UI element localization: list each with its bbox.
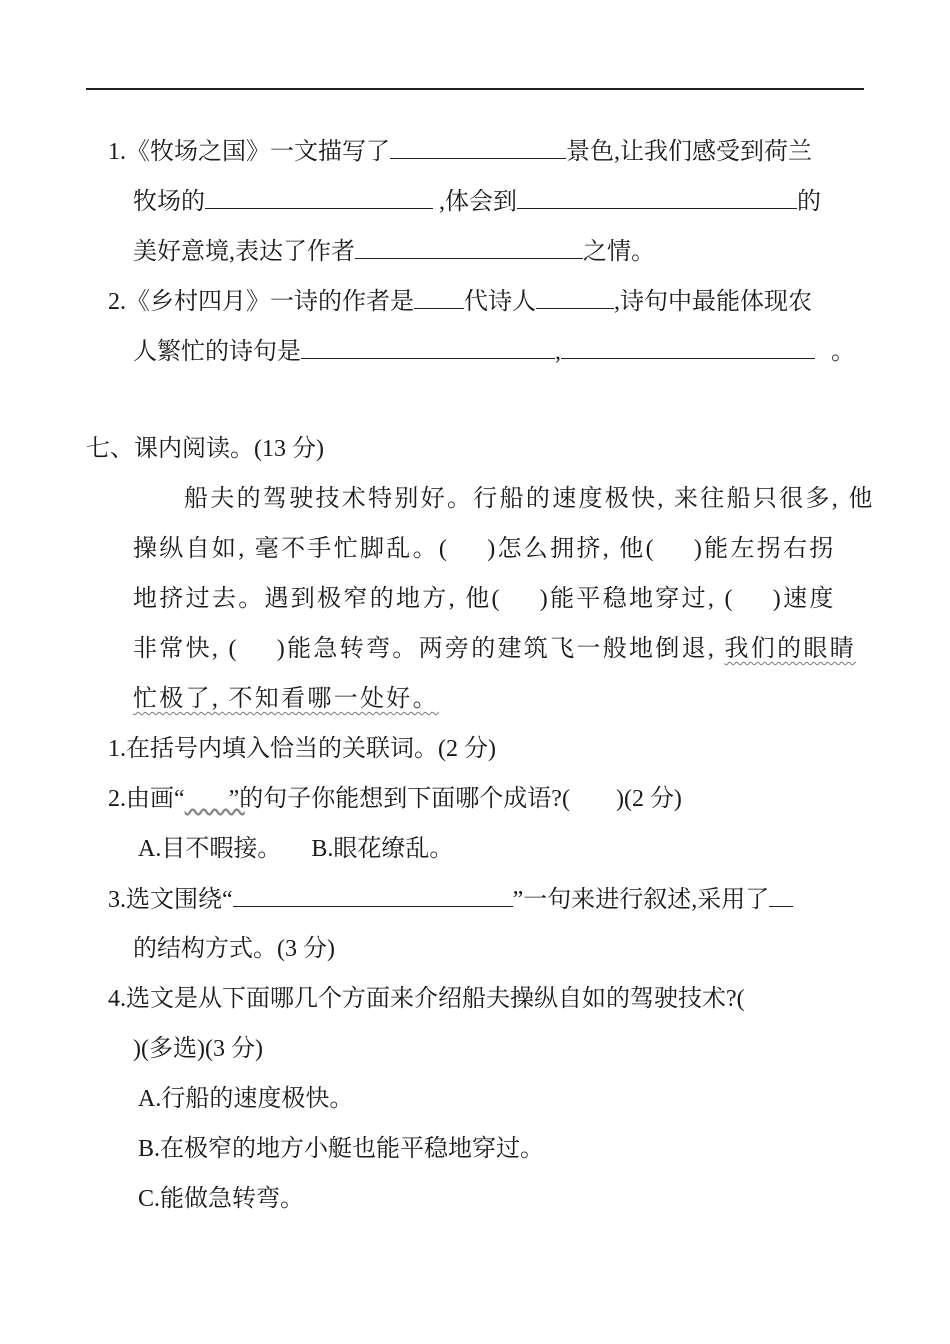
passage-text: )怎么拥挤, 他( bbox=[487, 536, 656, 562]
q6-2-text-b: 代诗人 bbox=[464, 289, 536, 315]
q6-2-line-2 bbox=[133, 336, 855, 367]
wavy-line-sample: ​ bbox=[184, 786, 245, 812]
q6-2-text-f: 。 bbox=[831, 339, 855, 365]
q6-2-text-e: , bbox=[555, 339, 561, 365]
answer-blank[interactable] bbox=[517, 186, 797, 209]
q6-2-text-a: 2.《乡村四月》一诗的作者是 bbox=[108, 289, 414, 315]
option-b[interactable]: B.眼花缭乱。 bbox=[311, 836, 454, 862]
q7-1: 1.在括号内填入恰当的关联词。(2 分) bbox=[108, 736, 496, 762]
q6-1-text-c: 牧场的 bbox=[133, 189, 205, 215]
passage-text: )能平稳地穿过, ( bbox=[539, 586, 735, 612]
answer-blank[interactable] bbox=[414, 286, 464, 309]
q6-1-text-g: 之情。 bbox=[583, 239, 655, 265]
passage-text: 非常快, ( bbox=[133, 636, 239, 662]
passage-line-1 bbox=[184, 484, 875, 514]
q6-1-text-f: 美好意境,表达了作者 bbox=[133, 239, 355, 265]
top-rule bbox=[86, 88, 864, 90]
wavy-underlined-sentence: 忙极了, 不知看哪一处好。 bbox=[133, 686, 439, 712]
q6-1-line-1 bbox=[108, 136, 812, 167]
section-7-heading: 七、课内阅读。(13 分) bbox=[86, 436, 324, 462]
answer-blank[interactable] bbox=[561, 336, 815, 359]
q6-2-text-d: 人繁忙的诗句是 bbox=[133, 339, 301, 365]
passage-line-5 bbox=[133, 684, 439, 714]
option-a[interactable]: A.目不暇接。 bbox=[138, 836, 282, 862]
passage-text: 操纵自如, 毫不手忙脚乱。( bbox=[133, 536, 450, 562]
q6-1-line-2 bbox=[133, 186, 821, 217]
answer-blank[interactable] bbox=[390, 136, 566, 159]
answer-blank[interactable] bbox=[355, 236, 583, 259]
q6-2-line-1 bbox=[108, 286, 812, 317]
passage-line-4 bbox=[133, 634, 856, 664]
answer-blank[interactable] bbox=[301, 336, 555, 359]
q7-4-line-2: )(多选)(3 分) bbox=[133, 1036, 263, 1062]
q7-4-option-b[interactable]: B.在极窄的地方小艇也能平稳地穿过。 bbox=[138, 1136, 545, 1162]
q7-2-text-a: 2.由画“ bbox=[108, 786, 185, 812]
q7-3-text-b: ”一句来进行叙述,采用了 bbox=[512, 887, 770, 913]
passage-text: )能急转弯。两旁的建筑飞一般地倒退, bbox=[276, 636, 725, 662]
answer-blank[interactable] bbox=[233, 884, 513, 907]
q7-2-text-b: ”的句子你能想到下面哪个成语?( bbox=[228, 786, 570, 812]
q7-4-option-c[interactable]: C.能做急转弯。 bbox=[138, 1186, 305, 1212]
q7-2-options bbox=[138, 834, 453, 864]
q6-1-text-b: 景色,让我们感受到荷兰 bbox=[566, 139, 812, 165]
passage-line-3 bbox=[133, 584, 836, 614]
passage-line-2 bbox=[133, 534, 836, 564]
q7-3-line-1 bbox=[108, 884, 793, 915]
q7-4-line-1: 4.选文是从下面哪几个方面来介绍船夫操纵自如的驾驶技术?( bbox=[108, 986, 745, 1012]
passage-text: 地挤过去。遇到极窄的地方, 他( bbox=[133, 586, 502, 612]
passage-text: )速度 bbox=[772, 586, 836, 612]
q7-2 bbox=[108, 784, 682, 814]
wavy-underlined-sentence: 我们的眼睛 bbox=[724, 636, 856, 662]
q7-2-text-c: )(2 分) bbox=[615, 786, 682, 812]
passage-text: )能左拐右拐 bbox=[693, 536, 836, 562]
q6-1-text-e: 的 bbox=[797, 189, 821, 215]
passage-text: 船夫的驾驶技术特别好。行船的速度极快, 来往船只很多, 他 bbox=[184, 486, 875, 512]
answer-blank[interactable] bbox=[536, 286, 614, 309]
answer-blank[interactable] bbox=[769, 884, 793, 907]
q7-3-text-a: 3.选文围绕“ bbox=[108, 887, 233, 913]
q6-1-text-a: 1.《牧场之国》一文描写了 bbox=[108, 139, 390, 165]
answer-blank[interactable] bbox=[205, 186, 433, 209]
q7-4-option-a[interactable]: A.行船的速度极快。 bbox=[138, 1086, 354, 1112]
q6-1-line-3 bbox=[133, 236, 655, 267]
q7-3-line-2: 的结构方式。(3 分) bbox=[133, 936, 335, 962]
q6-2-text-c: ,诗句中最能体现农 bbox=[614, 289, 812, 315]
q6-1-text-d: ,体会到 bbox=[433, 189, 517, 215]
